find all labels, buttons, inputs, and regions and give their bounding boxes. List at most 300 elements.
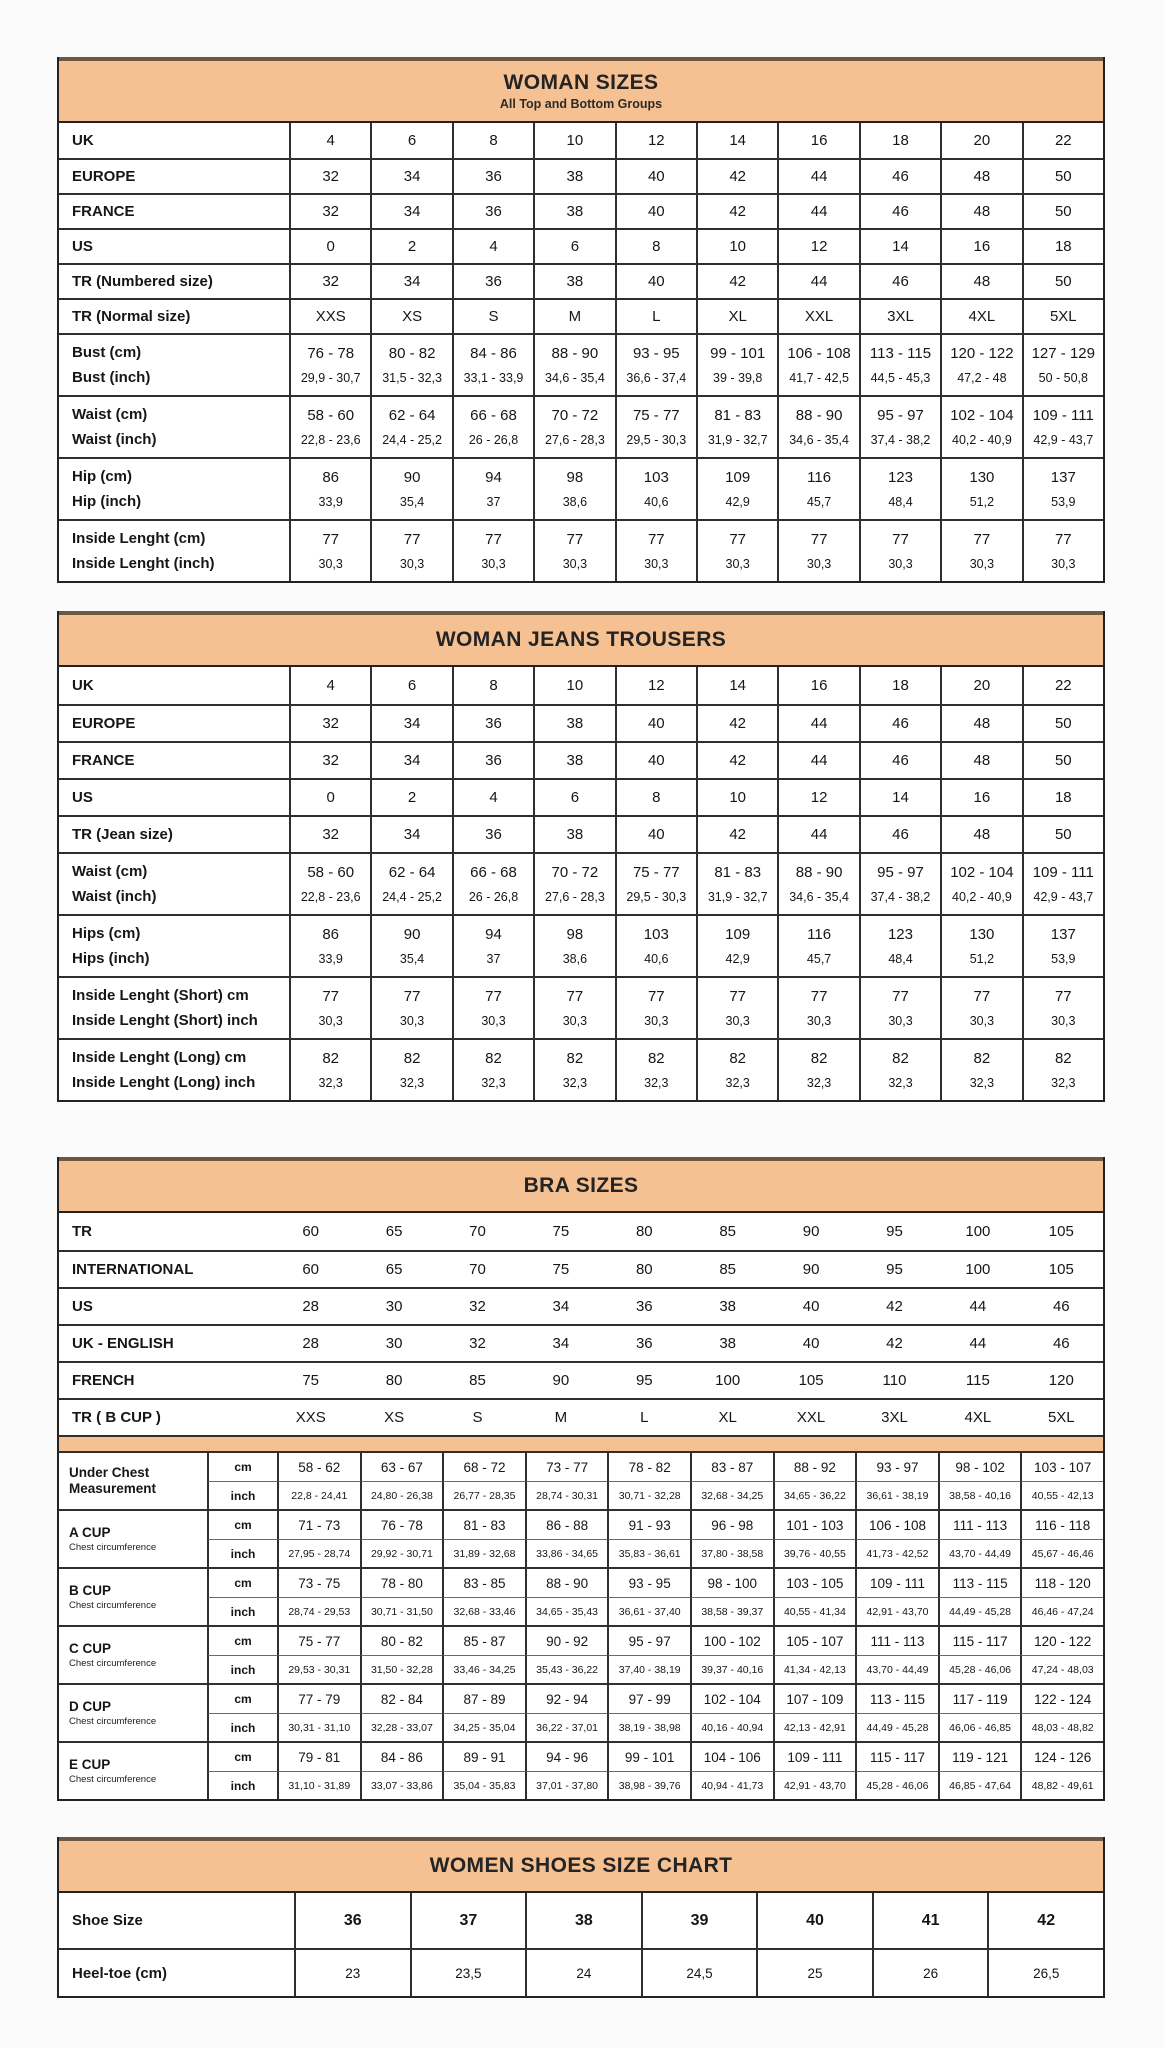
value-cell-pair (452, 854, 533, 914)
value-cell: 6 (370, 123, 451, 158)
row-label-bottom: Inside Lenght (Long) inch (72, 1074, 256, 1092)
value-bottom: 30,3 (399, 556, 425, 571)
value-bottom: 37 (486, 951, 501, 966)
value-cell-pair (696, 335, 777, 395)
value-cell-cm: 76 - 78 (360, 1511, 443, 1539)
value-cell-pair (452, 397, 533, 457)
value-bottom: 30,3 (562, 1013, 588, 1028)
value-cell: 48 (940, 817, 1021, 852)
value-cell: 18 (1022, 780, 1103, 815)
value-cell-inch: 38,58 - 40,16 (938, 1481, 1021, 1509)
value-cell-inch: 33,07 - 33,86 (360, 1771, 443, 1799)
value-top: 113 - 115 (869, 345, 932, 363)
value-cell-pair (777, 335, 858, 395)
value-top: 77 (973, 988, 991, 1006)
row-label-bottom: Inside Lenght (Short) inch (72, 1012, 258, 1030)
value-cell-inch: 28,74 - 29,53 (277, 1597, 360, 1625)
value-cell: 5XL (1022, 300, 1103, 333)
value-cell-inch: 46,06 - 46,85 (938, 1713, 1021, 1741)
bra-sizes-rows (59, 1213, 1103, 1799)
value-top: 75 - 77 (632, 864, 680, 882)
value-top: 95 - 97 (877, 864, 924, 882)
value-cell: 70 (469, 1223, 486, 1240)
value-top: 82 (1054, 1050, 1072, 1068)
value-cell-pair (533, 978, 614, 1038)
value-cell: 120 (1048, 1372, 1074, 1389)
row-label: Heel-toe (cm) (72, 1964, 168, 1982)
value-top: 81 - 83 (714, 864, 762, 882)
value-cell: 14 (696, 667, 777, 704)
value-bottom: 40,6 (644, 494, 669, 509)
value-cell: 32 (469, 1335, 486, 1352)
value-top: 88 - 90 (795, 864, 843, 882)
value-cell: 48 (940, 160, 1021, 193)
value-bottom: 36,6 - 37,4 (626, 370, 687, 385)
value-cell: 22 (1022, 123, 1103, 158)
row-label-bottom: Waist (inch) (72, 431, 157, 449)
value-cell-inch: 42,91 - 43,70 (855, 1597, 938, 1625)
cup-label-main: E CUP (69, 1757, 111, 1773)
value-cell-pair (859, 854, 940, 914)
value-cell: 40 (615, 195, 696, 228)
value-cell: XXL (777, 300, 858, 333)
value-cell-pair (940, 1040, 1021, 1100)
value-cell-inch: 42,91 - 43,70 (773, 1771, 856, 1799)
value-top: 84 - 86 (470, 345, 517, 363)
value-bottom: 32,3 (481, 1075, 506, 1090)
unit-label-inch: inch (207, 1597, 277, 1625)
value-cell-pair (615, 335, 696, 395)
value-cell-pair (615, 459, 696, 519)
value-cell: XXS (295, 1409, 326, 1426)
value-cell-inch: 44,49 - 45,28 (855, 1713, 938, 1741)
value-cell: 10 (696, 230, 777, 263)
value-cell: 42 (696, 265, 777, 298)
value-cell-pair (533, 521, 614, 581)
value-cell: 8 (615, 230, 696, 263)
row-label: US (72, 789, 93, 806)
value-cell-pair (370, 978, 451, 1038)
value-top: 137 (1050, 926, 1076, 944)
table-row (59, 1250, 1103, 1287)
value-cell-cm: 117 - 119 (938, 1685, 1021, 1713)
value-cell: 42 (886, 1335, 903, 1352)
value-cell: 12 (615, 667, 696, 704)
section-divider (59, 1435, 1103, 1451)
value-cell-pair (696, 521, 777, 581)
value-bottom: 44,5 - 45,3 (870, 370, 931, 385)
value-cell-cm: 58 - 62 (277, 1453, 360, 1481)
value-cell-inch: 30,31 - 31,10 (277, 1713, 360, 1741)
value-bottom: 31,9 - 32,7 (707, 432, 768, 447)
value-top: 82 (892, 1050, 909, 1068)
value-cell-cm: 96 - 98 (690, 1511, 773, 1539)
value-cell-pair (452, 335, 533, 395)
value-cell: 48 (940, 195, 1021, 228)
value-top: 58 - 60 (307, 864, 355, 882)
value-bottom: 30,3 (562, 556, 588, 571)
value-bottom: 45,7 (806, 494, 832, 509)
value-top: 66 - 68 (470, 864, 517, 882)
value-cell: 44 (969, 1335, 987, 1352)
value-cell-cm: 113 - 115 (855, 1685, 938, 1713)
value-cell: 40 (615, 817, 696, 852)
value-cell-cm: 103 - 105 (773, 1569, 856, 1597)
value-top: 82 (403, 1050, 421, 1068)
value-cell-pair (940, 459, 1021, 519)
value-cell: 2 (370, 230, 451, 263)
value-cell-inch: 46,46 - 47,24 (1020, 1597, 1103, 1625)
value-cell: 46 (859, 195, 940, 228)
value-bottom: 34,6 - 35,4 (789, 432, 849, 447)
value-cell: 24 (525, 1950, 641, 1996)
value-cell-inch: 24,80 - 26,38 (360, 1481, 443, 1509)
value-cell-pair (859, 1040, 940, 1100)
table-row (59, 123, 1103, 158)
value-bottom: 22,8 - 23,6 (300, 432, 361, 447)
value-cell: 14 (859, 780, 940, 815)
row-label: UK (72, 677, 94, 694)
value-cell-pair (289, 521, 370, 581)
value-cell: 24,5 (641, 1950, 757, 1996)
value-top: 77 (485, 531, 502, 549)
value-cell-pair (370, 1040, 451, 1100)
value-cell-cm: 92 - 94 (525, 1685, 608, 1713)
row-label-top: Waist (cm) (72, 862, 148, 880)
value-top: 98 (566, 926, 584, 944)
value-bottom: 33,9 (318, 951, 343, 966)
row-label: TR (Normal size) (72, 308, 191, 325)
value-bottom: 47,2 - 48 (957, 370, 1007, 385)
row-label-group (59, 916, 289, 976)
table-row (59, 298, 1103, 333)
value-cell-pair (1022, 1040, 1103, 1100)
row-label-group (59, 521, 289, 581)
value-top: 102 - 104 (950, 864, 1014, 882)
value-top: 77 (403, 531, 421, 549)
value-cell: 70 (469, 1261, 486, 1278)
value-cell: 40 (615, 265, 696, 298)
value-cell-pair (859, 335, 940, 395)
value-top: 82 (566, 1050, 584, 1068)
value-bottom: 30,3 (806, 1013, 832, 1028)
value-cell: 32 (289, 743, 370, 778)
value-cell-inch: 34,65 - 35,43 (525, 1597, 608, 1625)
value-cell: 38 (533, 265, 614, 298)
value-cell-cm: 100 - 102 (690, 1627, 773, 1655)
value-cell: 115 (965, 1372, 990, 1389)
value-cell: 30 (385, 1335, 403, 1352)
value-cell: 38 (533, 817, 614, 852)
value-cell-pair (289, 916, 370, 976)
value-bottom: 32,3 (969, 1075, 995, 1090)
woman-sizes-title: WOMAN SIZES (503, 71, 659, 95)
women-shoes-title: WOMEN SHOES SIZE CHART (429, 1854, 733, 1878)
value-top: 77 (322, 531, 340, 549)
row-label: TR (Numbered size) (72, 273, 213, 290)
value-bottom: 30,3 (481, 1013, 506, 1028)
value-cell: 0 (289, 230, 370, 263)
value-cell-inch: 48,03 - 48,82 (1020, 1713, 1103, 1741)
value-top: 70 - 72 (551, 407, 599, 425)
value-cell: 100 (965, 1223, 991, 1240)
value-cell-pair (533, 459, 614, 519)
value-cell: 4XL (964, 1409, 992, 1426)
value-cell-cm: 68 - 72 (442, 1453, 525, 1481)
value-cell: 65 (385, 1261, 403, 1278)
value-cell-pair (370, 397, 451, 457)
value-cell: 42 (886, 1298, 903, 1315)
table-row-pair (59, 333, 1103, 395)
cup-label-sub: Chest circumference (69, 1599, 157, 1611)
value-top: 77 (1054, 531, 1072, 549)
value-cell-inch: 29,92 - 30,71 (360, 1539, 443, 1567)
value-cell-pair (452, 978, 533, 1038)
value-bottom: 30,3 (725, 1013, 750, 1028)
value-cell-pair (615, 397, 696, 457)
value-cell-pair (777, 397, 858, 457)
value-bottom: 26 - 26,8 (468, 432, 519, 447)
value-cell-cm: 78 - 80 (360, 1569, 443, 1597)
value-cell: 8 (452, 667, 533, 704)
row-label-group (59, 854, 289, 914)
value-bottom: 41,7 - 42,5 (789, 370, 849, 385)
value-cell-cm: 124 - 126 (1020, 1743, 1103, 1771)
value-cell-inch: 48,82 - 49,61 (1020, 1771, 1103, 1799)
value-cell-cm: 118 - 120 (1020, 1569, 1103, 1597)
unit-label-inch: inch (207, 1481, 277, 1509)
value-bottom: 30,3 (318, 1013, 343, 1028)
value-cell-inch: 41,73 - 42,52 (855, 1539, 938, 1567)
value-bottom: 32,3 (806, 1075, 832, 1090)
value-cell: 36 (635, 1335, 653, 1352)
value-cell-inch: 30,71 - 31,50 (360, 1597, 443, 1625)
value-cell: 32 (289, 265, 370, 298)
cup-label-main: C CUP (69, 1641, 112, 1657)
value-cell-pair (452, 1040, 533, 1100)
value-cell-pair (533, 335, 614, 395)
value-cell-cm: 103 - 107 (1020, 1453, 1103, 1481)
value-top: 77 (729, 531, 747, 549)
row-label-bottom: Waist (inch) (72, 888, 157, 906)
value-cell: 22 (1022, 667, 1103, 704)
woman-jeans-title: WOMAN JEANS TROUSERS (435, 628, 727, 652)
value-cell: 36 (452, 817, 533, 852)
value-cell-pair (615, 916, 696, 976)
value-cell: 8 (452, 123, 533, 158)
value-bottom: 30,3 (318, 556, 343, 571)
value-cell: 4 (452, 780, 533, 815)
value-cell-pair (533, 854, 614, 914)
value-cell: M (533, 300, 614, 333)
value-cell-pair (859, 916, 940, 976)
value-cell-pair (777, 459, 858, 519)
value-cell: 34 (370, 160, 451, 193)
value-bottom: 31,5 - 32,3 (382, 370, 442, 385)
value-bottom: 29,5 - 30,3 (626, 889, 687, 904)
value-cell: 80 (385, 1372, 403, 1389)
table-row (59, 704, 1103, 741)
value-bottom: 24,4 - 25,2 (382, 432, 442, 447)
cup-label-main: D CUP (69, 1699, 112, 1715)
value-cell-pair (289, 1040, 370, 1100)
value-cell-cm: 105 - 107 (773, 1627, 856, 1655)
row-label-top: Inside Lenght (cm) (72, 529, 206, 547)
value-cell: 4 (452, 230, 533, 263)
value-cell: M (554, 1409, 568, 1426)
value-cell-inch: 38,98 - 39,76 (607, 1771, 690, 1799)
value-cell: 12 (777, 780, 858, 815)
value-bottom: 40,6 (644, 951, 669, 966)
value-cell-pair (777, 521, 858, 581)
value-cell-inch: 38,58 - 39,37 (690, 1597, 773, 1625)
value-bottom: 45,7 (806, 951, 832, 966)
value-cell: 38 (719, 1298, 737, 1315)
value-cell-inch: 27,95 - 28,74 (277, 1539, 360, 1567)
value-cell: XXS (289, 300, 370, 333)
value-cell: 6 (533, 230, 614, 263)
value-cell: 44 (777, 743, 858, 778)
value-cell-pair (696, 978, 777, 1038)
value-cell-cm: 102 - 104 (690, 1685, 773, 1713)
row-label: FRANCE (72, 752, 135, 769)
value-cell-pair (940, 916, 1021, 976)
value-top: 77 (973, 531, 991, 549)
value-cell: 16 (777, 123, 858, 158)
value-cell-cm: 88 - 92 (773, 1453, 856, 1481)
row-label: EUROPE (72, 715, 136, 732)
row-label-bottom: Hips (inch) (72, 950, 150, 968)
value-top: 77 (892, 531, 909, 549)
value-bottom: 30,3 (1051, 1013, 1076, 1028)
value-bottom: 26 - 26,8 (468, 889, 519, 904)
value-cell: 32 (289, 195, 370, 228)
value-bottom: 29,5 - 30,3 (626, 432, 687, 447)
value-cell-pair (615, 1040, 696, 1100)
value-top: 77 (566, 531, 584, 549)
value-cell-inch: 40,55 - 42,13 (1020, 1481, 1103, 1509)
value-bottom: 53,9 (1051, 494, 1076, 509)
value-cell: 50 (1022, 195, 1103, 228)
bra-sizes-title: BRA SIZES (523, 1174, 639, 1198)
value-cell-cm: 119 - 121 (938, 1743, 1021, 1771)
value-cell: 46 (859, 743, 940, 778)
value-cell: L (615, 300, 696, 333)
row-label-group (59, 1040, 289, 1100)
value-bottom: 27,6 - 28,3 (545, 889, 605, 904)
value-cell-pair (533, 916, 614, 976)
value-cell: 40 (615, 160, 696, 193)
cup-label-sub: Chest circumference (69, 1715, 157, 1727)
value-top: 66 - 68 (470, 407, 517, 425)
value-bottom: 32,3 (725, 1075, 750, 1090)
value-top: 62 - 64 (388, 407, 436, 425)
value-cell: 46 (859, 706, 940, 741)
value-cell: 18 (1022, 230, 1103, 263)
value-cell-cm: 93 - 97 (855, 1453, 938, 1481)
value-cell: 42 (987, 1893, 1103, 1948)
women-shoes-rows (59, 1893, 1103, 1996)
value-cell: 5XL (1047, 1409, 1075, 1426)
row-label: EUROPE (72, 168, 136, 185)
value-bottom: 53,9 (1051, 951, 1076, 966)
value-cell: 18 (859, 123, 940, 158)
value-cell: 26 (872, 1950, 988, 1996)
value-bottom: 32,3 (888, 1075, 913, 1090)
value-cell-cm: 109 - 111 (773, 1743, 856, 1771)
value-top: 98 (566, 469, 584, 487)
woman-sizes-rows (59, 123, 1103, 581)
row-label: TR ( B CUP ) (72, 1409, 161, 1426)
table-row (59, 263, 1103, 298)
value-cell-pair (289, 335, 370, 395)
value-bottom: 40,2 - 40,9 (952, 889, 1012, 904)
value-cell-inch: 33,86 - 34,65 (525, 1539, 608, 1567)
value-cell: 34 (552, 1298, 570, 1315)
woman-jeans-table (57, 611, 1105, 1102)
value-cell-inch: 35,04 - 35,83 (442, 1771, 525, 1799)
value-cell: 34 (370, 743, 451, 778)
value-top: 99 - 101 (710, 345, 766, 363)
table-row (59, 741, 1103, 778)
value-top: 86 (322, 926, 340, 944)
value-cell-inch: 35,43 - 36,22 (525, 1655, 608, 1683)
value-cell: 34 (370, 817, 451, 852)
value-cell: S (452, 300, 533, 333)
cup-label (59, 1453, 207, 1509)
value-cell-cm: 73 - 75 (277, 1569, 360, 1597)
value-cell: 12 (615, 123, 696, 158)
row-label-bottom: Hip (inch) (72, 493, 142, 511)
value-cell: 36 (452, 743, 533, 778)
value-bottom: 30,3 (644, 1013, 669, 1028)
value-cell-cm: 122 - 124 (1020, 1685, 1103, 1713)
value-cell: 90 (552, 1372, 570, 1389)
value-cell-cm: 78 - 82 (607, 1453, 690, 1481)
value-cell-cm: 80 - 82 (360, 1627, 443, 1655)
unit-label-cm: cm (207, 1743, 277, 1771)
value-bottom: 30,3 (806, 556, 832, 571)
value-cell: 46 (859, 265, 940, 298)
row-label: US (72, 238, 93, 255)
value-cell: 10 (533, 123, 614, 158)
value-bottom: 34,6 - 35,4 (545, 370, 605, 385)
value-cell-inch: 35,83 - 36,61 (607, 1539, 690, 1567)
woman-sizes-subtitle: All Top and Bottom Groups (499, 96, 663, 111)
value-cell-pair (289, 854, 370, 914)
value-bottom: 30,3 (399, 1013, 425, 1028)
value-cell-cm: 90 - 92 (525, 1627, 608, 1655)
value-cell-cm: 77 - 79 (277, 1685, 360, 1713)
value-cell: 4 (289, 667, 370, 704)
value-cell-cm: 84 - 86 (360, 1743, 443, 1771)
cup-label (59, 1511, 207, 1567)
value-cell: XS (370, 300, 451, 333)
women-shoes-header (59, 1837, 1103, 1893)
value-cell-cm: 99 - 101 (607, 1743, 690, 1771)
value-cell-cm: 85 - 87 (442, 1627, 525, 1655)
value-cell-pair (859, 459, 940, 519)
value-top: 77 (647, 988, 665, 1006)
value-top: 82 (322, 1050, 340, 1068)
table-row (59, 1324, 1103, 1361)
value-cell-inch: 34,65 - 36,22 (773, 1481, 856, 1509)
value-top: 82 (810, 1050, 828, 1068)
row-label: Shoe Size (72, 1912, 143, 1929)
value-cell-inch: 43,70 - 44,49 (938, 1539, 1021, 1567)
woman-sizes-table (57, 57, 1105, 583)
value-top: 77 (485, 988, 502, 1006)
